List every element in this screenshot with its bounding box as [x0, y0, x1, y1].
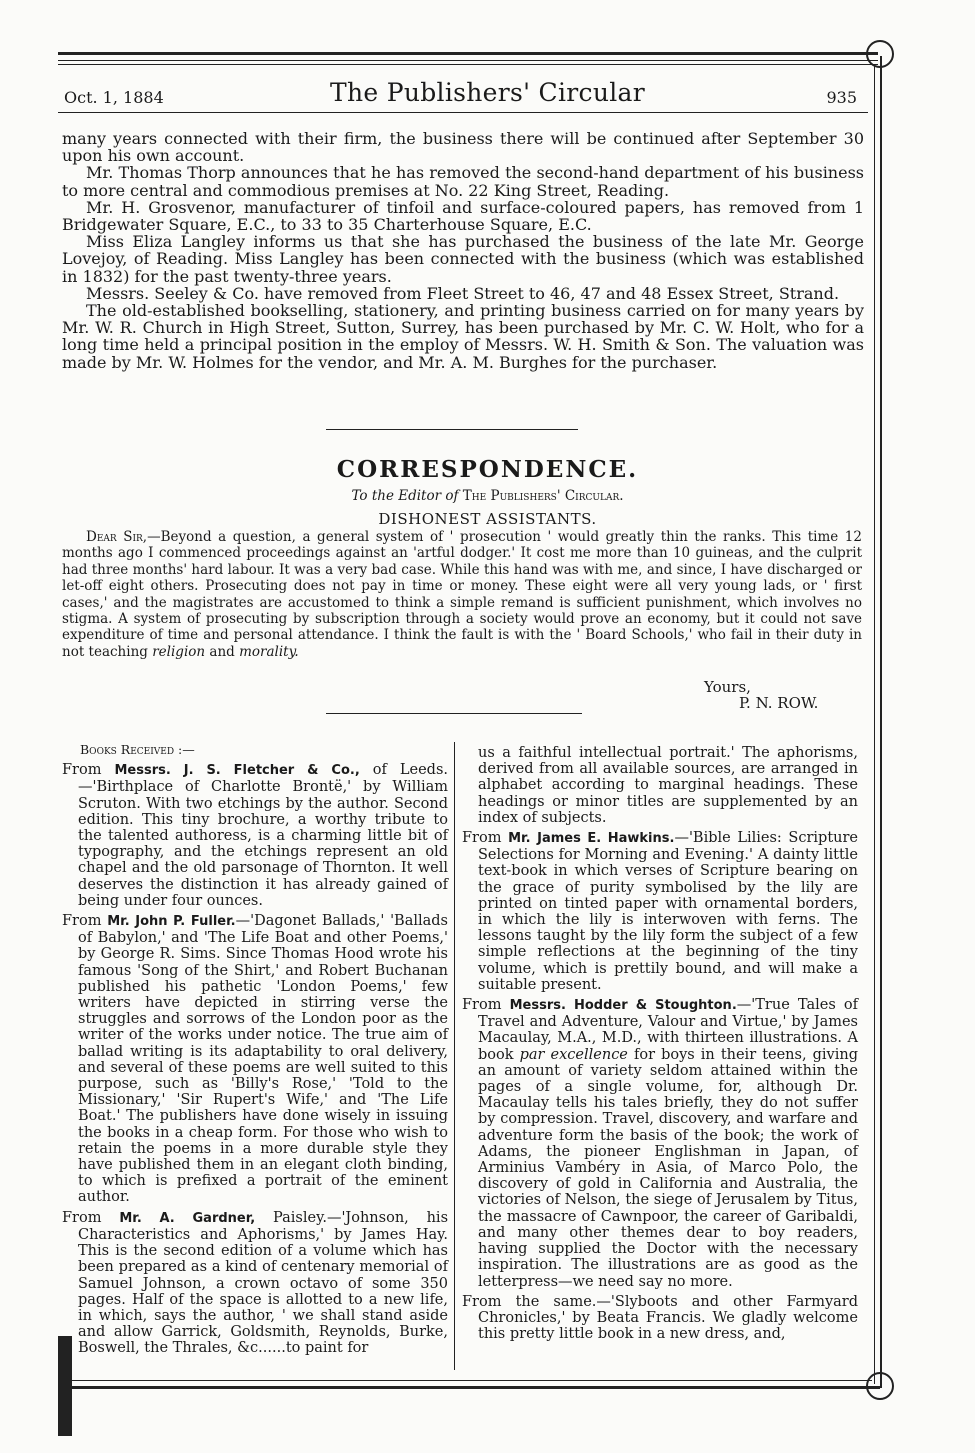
- letter-salutation: Dear Sir,: [86, 529, 148, 545]
- entry-text: —'Bible Lilies: Scripture Selections for Morning and Evening.' A dainty little text-book in which verses of Scripture bearing on the grace of purity symbolised by the lily are printed on tinted paper with ornamental borders, in which the lily is interwoven with ferns. The lessons taught by the lily form the subject of a few simple reflections at the beginning of the tiny volume, which is prettily bound, and will make a suitable present.: [478, 830, 859, 993]
- from-word: From: [462, 997, 502, 1014]
- entry-text: —'Dagonet Ballads,' 'Ballads of Babylon,' and 'The Life Boat and other Poems,' by George R. Sims. Since Thomas Hood wrote his famous 'Song of the Shirt,' and Robert Buchanan published his pathetic 'London Poems,' few writers have depicted in stirring verse the struggles and sorrows of the London poor as the writer of the works under notice. The true aim of ballad writing is its adaptability to oral delivery, and several of these poems are well suited to this purpose, such as 'Billy's Rose,' 'Told to the Missionary,' 'Sir Rupert's Wife,' and 'The Life Boat.' The publishers have done wisely in issuing the books in a cheap form. For those who wish to retain the poems in a more durable style they have published them in an elegant cloth binding, to which is prefixed a portrait of the eminent author.: [78, 913, 448, 1206]
- section-divider: [326, 713, 582, 714]
- from-word: From: [462, 1293, 502, 1310]
- trade-notes: [62, 130, 864, 371]
- trade-note: Mr. H. Grosvenor, manufacturer of tinfoil and surface-coloured papers, has removed from 1 Bridgewater Square, E.C., to 33 to 35 Charterhouse Square, E.C.: [62, 197, 864, 235]
- continuation-text: us a faithful intellectual portrait.' The aphorisms, derived from all available sources, are arranged in alphabet according to marginal headings. These headings or minor titles are supplemented by an index of subjects.: [478, 745, 858, 826]
- bottom-rule-thin: [62, 1380, 872, 1381]
- entry-text: —'Slyboots and other Farmyard Chronicles,' by Beata Francis. We gladly welcome this pretty little book in a new dress, and,: [478, 1293, 858, 1343]
- trade-note: Mr. Thomas Thorp announces that he has removed the second-hand department of his business to more central and commodious premises at No. 22 King Street, Reading.: [62, 163, 864, 200]
- page-number: 935: [826, 88, 857, 107]
- entry-text: —'True Tales of Travel and Adventure, Valour and Virtue,' by James Macaulay, M.A., M.D., with thirteen illustrations. A book: [478, 997, 858, 1063]
- letter-morality: morality.: [239, 643, 299, 660]
- corner-ornament-icon: [866, 40, 894, 68]
- books-received-left-column: [62, 742, 448, 1357]
- journal-title: The Publishers' Circular: [330, 78, 645, 107]
- books-received-heading: Books Received :—: [80, 742, 195, 757]
- letter-closing: Yours,: [704, 678, 751, 696]
- right-border-outer: [880, 56, 882, 1388]
- book-entry: [462, 830, 858, 993]
- book-entry: [62, 913, 448, 1206]
- correspondence-subtitle: [0, 488, 975, 504]
- from-word: From: [462, 830, 502, 847]
- to-editor-prefix: To the Editor of: [351, 488, 459, 504]
- letter-heading: DISHONEST ASSISTANTS.: [378, 510, 597, 528]
- publisher-name: the same.: [515, 1293, 597, 1310]
- trade-note: Miss Eliza Langley informs us that she has purchased the business of the late Mr. George Lovejoy, of Reading. Miss Langley has been connected with the business (which was established in 1832) for the past twenty-three years.: [62, 232, 864, 286]
- top-rule-thick: [58, 52, 878, 55]
- issue-date: Oct. 1, 1884: [64, 88, 164, 107]
- book-entry: [462, 997, 858, 1290]
- from-word: From: [62, 762, 102, 779]
- letter-body: [62, 529, 862, 660]
- header-rule: [58, 112, 868, 113]
- bottom-rule-thick: [62, 1386, 880, 1389]
- book-entry: [62, 1210, 448, 1357]
- book-entry: [462, 1294, 858, 1343]
- corner-ornament-bottom-icon: [866, 1372, 894, 1400]
- entry-text: Paisley.—'Johnson, his Characteristics and Aphorisms,' by James Hay. This is the second edition of a volume which has been prepared as a kind of centenary memorial of Samuel Johnson, a crown octavo of some 350 pages. Half of the space is allotted to a new life, in which, says the author, ' we shall stand aside and allow Garrick, Goldsmith, Reynolds, Burke, Boswell, the Thrales, &c......to paint for: [78, 1209, 449, 1357]
- from-word: From: [62, 1209, 102, 1226]
- top-rule-thin: [58, 60, 878, 61]
- entry-text: of Leeds.—'Birthplace of Charlotte Brontë,' by William Scruton. With two etchings by the author. Second edition. This tiny brochure, a worthy tribute to the talented authoress, is a charming little bit of typography, and the etchings represent an old chapel and the old parsonage of Thornton. It well deserves the distinction it has already gained of being under four ounces.: [78, 762, 449, 909]
- trade-note: Messrs. Seeley & Co. have removed from Fleet Street to 46, 47 and 48 Essex Street, Strand.: [86, 283, 840, 303]
- from-word: From: [62, 913, 102, 930]
- correspondence-title: CORRESPONDENCE.: [336, 456, 639, 483]
- trade-note: The old-established bookselling, stationery, and printing business carried on for many years by Mr. W. R. Church in High Street, Sutton, Surrey, has been purchased by Mr. C. W. Holt, who for a long time held a principal position in the employ of Messrs. W. H. Smith & Son. The valuation was made by Mr. W. Holmes for the vendor, and Mr. A. M. Burghes for the purchaser.: [62, 301, 864, 372]
- publisher-name: Mr. James E. Hawkins.: [508, 831, 675, 847]
- publisher-name: Messrs. J. S. Fletcher & Co.,: [114, 763, 360, 779]
- right-border-inner: [874, 64, 875, 1384]
- book-entry: [62, 762, 448, 909]
- letter-religion: religion: [152, 643, 206, 660]
- books-received-right-column: [462, 745, 858, 1342]
- column-divider: [454, 742, 455, 1370]
- to-editor-publication: The Publishers' Circular.: [462, 488, 624, 504]
- publisher-name: Mr. John P. Fuller.: [107, 914, 236, 930]
- entry-italic: par excellence: [519, 1046, 628, 1063]
- trade-note: many years connected with their firm, the business there will be continued after September 30 upon his own account.: [62, 129, 864, 166]
- publisher-name: Messrs. Hodder & Stoughton.: [509, 998, 737, 1014]
- publisher-name: Mr. A. Gardner,: [119, 1210, 256, 1226]
- top-rule-thin-2: [58, 64, 878, 65]
- letter-and: and: [209, 643, 235, 660]
- letter-text: —Beyond a question, a general system of ' prosecution ' would greatly thin the ranks. This time 12 months ago I commenced proceedings against an 'artful dodger.' It cost me more than 10 guineas, and the culprit had three months' hard labour. It was a very bad case. While this hand was with me, and since, I have discharged or let-off eight others. Prosecuting does not pay in time or money. These eight were all very young lads, or ' first cases,' and the magistrates are accustomed to think a simple remand is sufficient punishment, which involves no stigma. A system of prosecuting by subscription through a society would prove an economy, but it could not save expenditure of time and personal attendance. I think the fault is with the ' Board Schools,' who fail in their duty in not teaching: [62, 529, 862, 660]
- entry-text-after: for boys in their teens, giving an amount of variety seldom attained within the pages of a single volume, for, although Dr. Macaulay tells his tales briefly, they do not suffer by compression. Travel, discovery, and warfare and adventure form the basis of the book; the work of Adams, the pioneer Englishman in Japan, of Arminius Vambéry in Asia, of Marco Polo, the discovery of gold in California and Australia, the victories of Nelson, the siege of Jerusalem by Titus, the massacre of Cawnpoor, the career of Garibaldi, and many other themes dear to boy readers, having supplied the Doctor with the necessary inspiration. The illustrations are as good as the letterpress—we need say no more.: [478, 1046, 859, 1290]
- letter-signature: P. N. ROW.: [739, 694, 819, 712]
- section-divider: [326, 429, 578, 430]
